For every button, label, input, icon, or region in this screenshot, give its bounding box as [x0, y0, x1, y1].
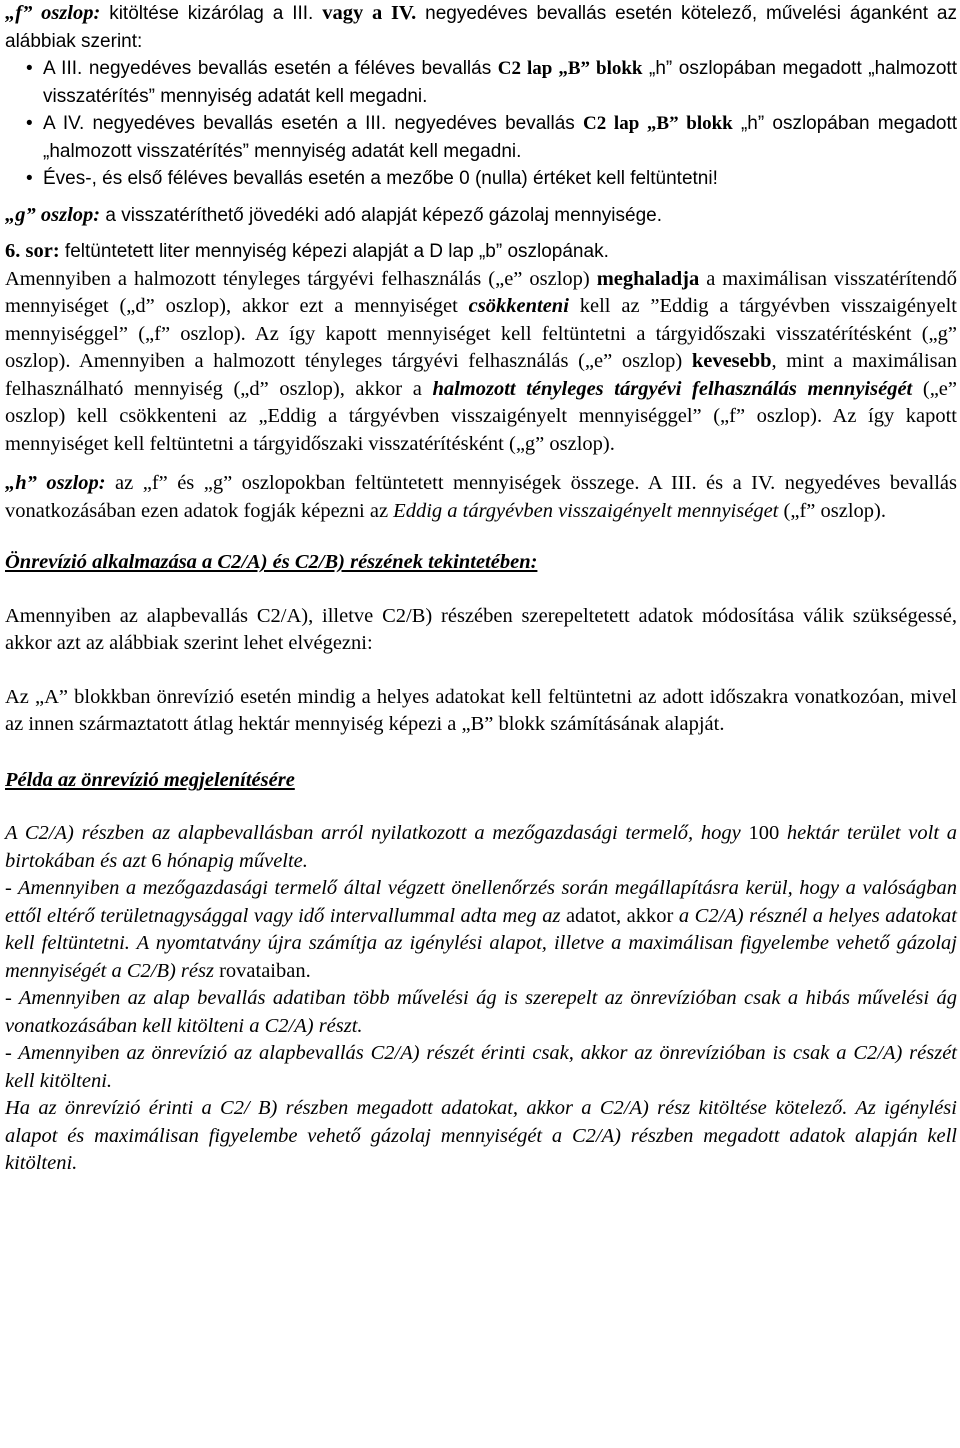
- section-h-lead: „h” oszlop:: [5, 472, 106, 494]
- bullet-item: • Éves-, és első féléves bevallás esetén a mezőbe 0 (nulla) értéket kell feltüntetni!: [43, 165, 957, 193]
- bullet-item: • A IV. negyedéves bevallás esetén a III. negyedéves bevallás C2 lap „B” blokk „h” oszlopában megadott „halmozott visszatérítés” mennyiség adatát kell megadni.: [43, 110, 957, 165]
- section-h: „h” oszlop: az „f” és „g” oszlopokban feltüntetett mennyiségek összege. A III. és a IV. negyedéves bevallás vonatkozásában ezen adatok fogják képezni az Eddig a tárgyévben visszaigényelt mennyiséget („f” oszlop).: [5, 472, 957, 522]
- example-line-1: A C2/A) részben az alapbevallásban arról nyilatkozott a mezőgazdasági termelő, hogy 100 hektár terület volt a birtokában és azt 6 hónapig művelte.: [5, 822, 957, 872]
- example-line-2: - Amennyiben a mezőgazdasági termelő által végzett önellenőrzés során megállapításra kerül, hogy a valóságban ettől eltérő területnagysággal vagy idő intervallummal adta meg az adatot, akkor a C2/A) résznél a helyes adatokat kell feltüntetni. A nyomtatvány újra számítja az igénylési alapot, illetve a maximálisan figyelembe vehető gázolaj mennyiségét a C2/B) rész rovataiban.: [5, 877, 957, 982]
- paragraph-a-blokk: Az „A” blokkban önrevízió esetén mindig a helyes adatokat kell feltüntetni az adott időszakra vonatkozóan, mivel az innen származtatott átlag hektár mennyiség képezi a „B” blokk számításának alapját.: [5, 685, 957, 735]
- example-line-5: Ha az önrevízió érinti a C2/ B) részben megadott adatokat, akkor a C2/A) rész kitöltése kötelező. Az igénylési alapot és maximálisan figyelembe vehető gázolaj mennyiségét a C2/A) részben megadott adatok alapján kell kitölteni.: [5, 1097, 957, 1174]
- example-line-4: - Amennyiben az önrevízió az alapbevallás C2/A) részét érinti csak, akkor az önrevízióban is csak a C2/A) részét kell kitölteni.: [5, 1042, 957, 1092]
- heading-onrevizio: Önrevízió alkalmazása a C2/A) és C2/B) részének tekintetében:: [5, 551, 538, 573]
- heading-pelda: Példa az önrevízió megjelenítésére: [5, 768, 295, 791]
- paragraph-alapbevallas: Amennyiben az alapbevallás C2/A), illetve C2/B) részében szerepeltetett adatok módosítása válik szükségessé, akkor azt az alábbiak szerint lehet elvégezni:: [5, 604, 957, 654]
- section-f-intro: „f” oszlop: kitöltése kizárólag a III. vagy a IV. negyedéves bevallás esetén kötelező, művelési áganként az alábbiak szerint:: [5, 2, 957, 52]
- section-f-bullets: [5, 55, 957, 193]
- row-6-lead: 6. sor:: [5, 240, 60, 262]
- bullet-item: • A III. negyedéves bevallás esetén a féléves bevallás C2 lap „B” blokk „h” oszlopában megadott „halmozott visszatérítés” mennyiség adatát kell megadni.: [43, 55, 957, 110]
- row-6-paragraph: Amennyiben a halmozott tényleges tárgyévi felhasználás („e” oszlop) meghaladja a maximálisan visszatérítendő mennyiséget („d” oszlop), akkor ezt a mennyiséget csökkenteni kell az ”Eddig a tárgyévben visszaigényelt mennyiséggel” („f” oszlop). Az így kapott mennyiséget kell feltüntetni a tárgyidőszaki visszatérítésként („g” oszlop). Amennyiben a halmozott tényleges tárgyévi felhasználás („e” oszlop) kevesebb, mint a maximálisan felhasználható mennyiség („d” oszlop), akkor a halmozott tényleges tárgyévi felhasználás mennyiségét („e” oszlop) kell csökkenteni az „Eddig a tárgyévben visszaigényelt mennyiséggel” („f” oszlop). Az így kapott mennyiséget kell feltüntetni a tárgyidőszaki visszatérítésként („g” oszlop).: [5, 267, 958, 455]
- section-g-lead: „g” oszlop:: [5, 203, 101, 226]
- example-line-3: - Amennyiben az alap bevallás adatiban több művelési ág is szerepelt az önrevízióban csak a hibás művelési ág vonatkozásában kell kitölteni a C2/A) részt.: [5, 987, 957, 1037]
- row-6-line: 6. sor: feltüntetett liter mennyiség képezi alapját a D lap „b” oszlopának.: [5, 240, 609, 262]
- section-f-lead: „f” oszlop:: [5, 2, 101, 24]
- section-g: „g” oszlop: a visszatéríthető jövedéki adó alapját képező gázolaj mennyisége.: [5, 203, 663, 226]
